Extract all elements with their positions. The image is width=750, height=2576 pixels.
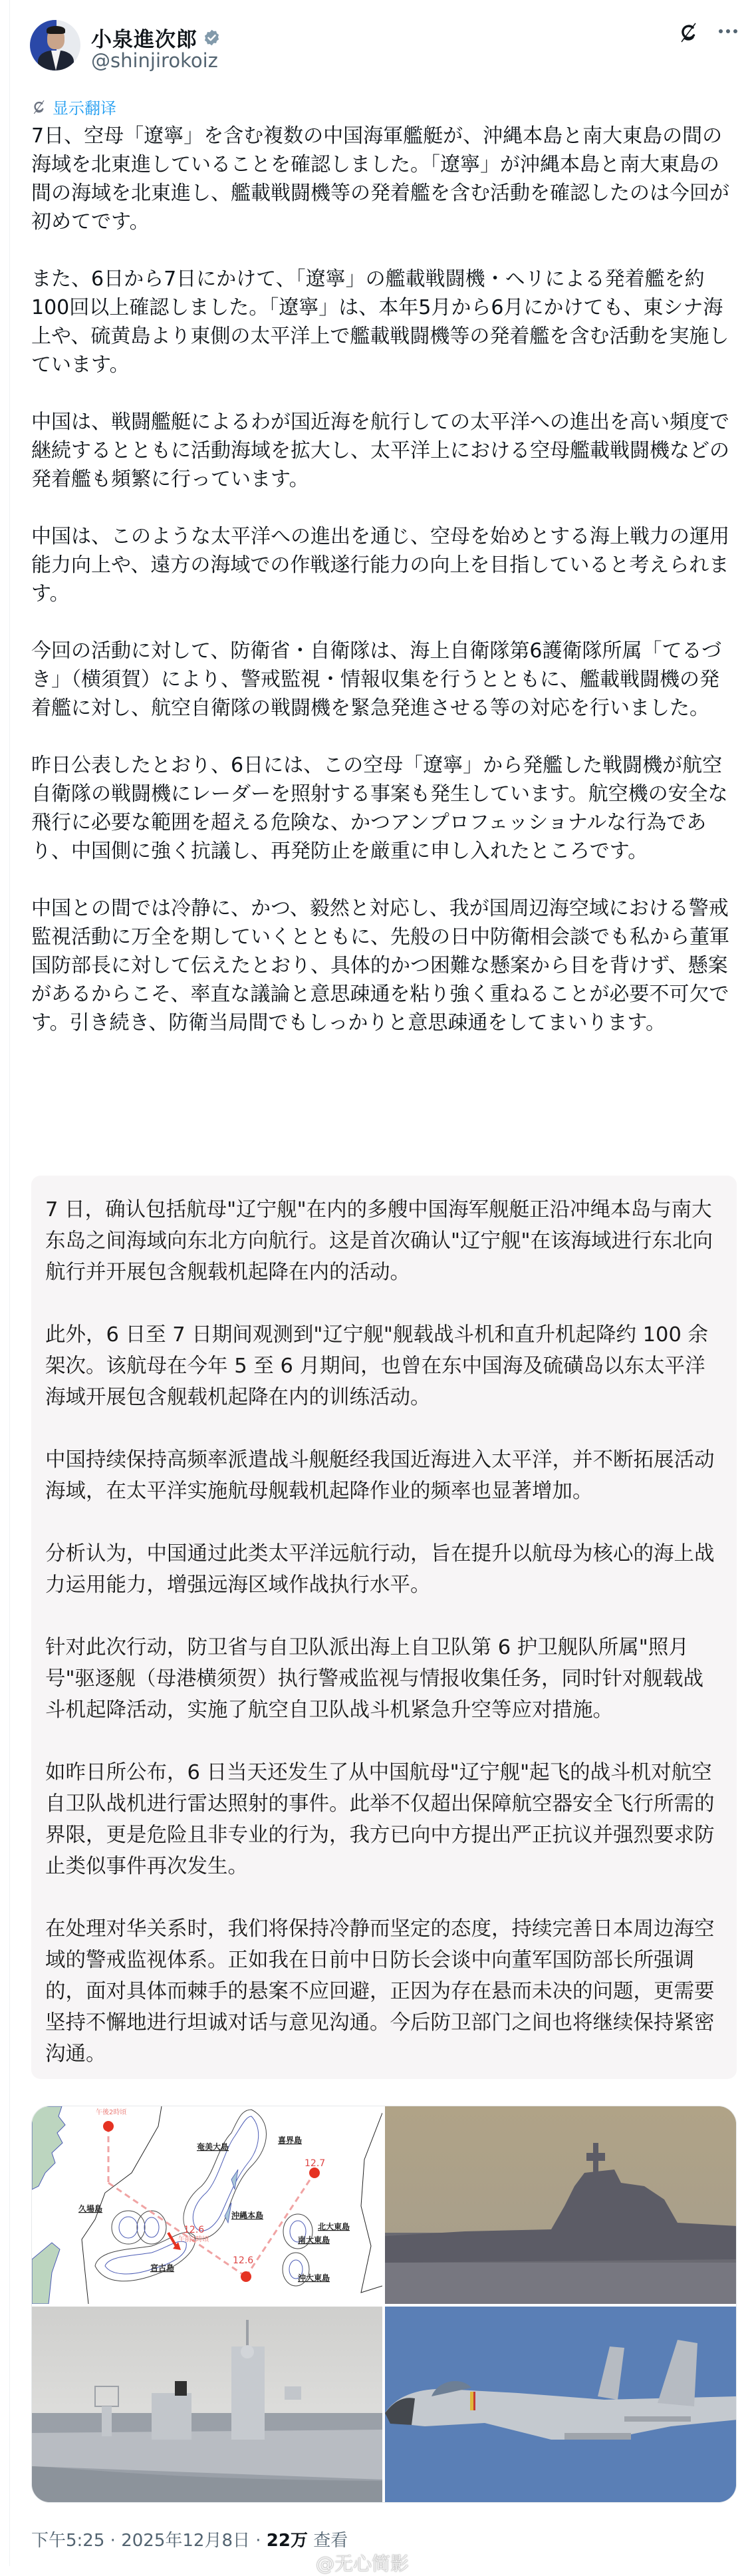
map-label-island: 久場島 <box>78 2204 103 2213</box>
map-label-date: 12.7 <box>305 2158 326 2169</box>
view-count: 22万 <box>266 2531 308 2551</box>
map-label-time-pm: 午後2時頃 <box>96 2109 127 2116</box>
more-horizontal-icon[interactable] <box>719 29 737 33</box>
translation-paragraph: 中国持续保持高频率派遣战斗舰艇经我国近海进入太平洋，并不断拓展活动海域，在太平洋实施航母舰载机起降作业的频率也显著增加。 <box>45 1448 715 1503</box>
author-handle[interactable]: @shinjirokoiz <box>91 49 218 72</box>
post-date[interactable]: 2025年12月8日 <box>121 2531 250 2551</box>
translation-block <box>31 1176 737 2079</box>
post-header <box>30 20 741 73</box>
timeline-border <box>9 0 10 2566</box>
post-paragraph: 中国との間では冷静に、かつ、毅然と対応し、我が国周辺海空域における警戒監視活動に万全を期していくとともに、先般の日中防衛相会談でも私から董軍国防部長に対して伝えたとおり、具体的かつ困難な懸案から目を背けず、懸案があるからこそ、率直な議論と意思疎通を粘り強く重ねることが必要不可欠です。引き続き、防衛当局間でもしっかりと意思疎通をしてまいります。 <box>31 897 729 1035</box>
map-label-island: 沖大東島 <box>298 2273 330 2283</box>
post-paragraph: 今回の活動に対して、防衛省・自衛隊は、海上自衛隊第6護衛隊所属「てるづき」（横須賀）により、警戒監視・情報収集を行うとともに、艦載戦闘機の発着艦に対し、航空自衛隊の戦闘機を緊急発進させる等の対応を行いました。 <box>31 639 722 720</box>
map-label-island: 宮古島 <box>150 2263 175 2273</box>
grok-icon[interactable] <box>678 21 700 44</box>
media-carrier-photo[interactable] <box>385 2106 737 2304</box>
map-label-island: 奄美大島 <box>197 2142 229 2152</box>
media-fighter-photo[interactable] <box>385 2307 737 2503</box>
translation-paragraph: 如昨日所公布，6 日当天还发生了从中国航母"辽宁舰"起飞的战斗机对航空自卫队战机进行雷达照射的事件。此举不仅超出保障航空器安全飞行所需的界限，更是危险且非专业的行为，我方已向中方提出严正抗议并强烈要求防止类似事件再次发生。 <box>45 1761 715 1878</box>
translation-paragraph: 针对此次行动，防卫省与自卫队派出海上自卫队第 6 护卫舰队所属"照月号"驱逐舰（母港横须贺）执行警戒监视与情报收集任务，同时针对舰载战斗机起降活动，实施了航空自卫队战斗机紧急升空等应对措施。 <box>45 1636 704 1722</box>
post-paragraph: 中国は、戦闘艦艇によるわが国近海を航行しての太平洋への進出を高い頻度で継続するとともに活動海域を拡大し、太平洋上における空母艦載戦闘機などの発着艦も頻繁に行っています。 <box>31 410 729 491</box>
post-metadata <box>31 2527 348 2551</box>
author-display-name[interactable]: 小泉進次郎 <box>91 28 197 52</box>
translation-paragraph: 此外，6 日至 7 日期间观测到"辽宁舰"舰载战斗机和直升机起降约 100 余架次。该航母在今年 5 至 6 月期间，也曾在东中国海及硫磺岛以东太平洋海域开展包含舰载机起降在内的训练活动。 <box>45 1323 709 1409</box>
media-grid <box>31 2106 737 2503</box>
post-paragraph: 中国は、このような太平洋への進出を通じ、空母を始めとする海上戦力の運用能力向上や、遠方の海域での作戦遂行能力の向上を目指していると考えられます。 <box>31 525 729 605</box>
map-label-island: 南大東島 <box>298 2235 330 2245</box>
view-label: 查看 <box>313 2531 348 2551</box>
post-text-original <box>31 122 736 1066</box>
map-label-island: 沖縄本島 <box>231 2211 264 2220</box>
map-label-time-am: 午前2時頃 <box>178 2236 209 2243</box>
map-label-island: 北大東島 <box>318 2222 350 2231</box>
watermark: @无心简影 <box>316 2553 410 2575</box>
map-label-date: 12.6 <box>233 2255 254 2266</box>
author-name-row[interactable] <box>91 23 221 53</box>
grok-translate-icon <box>31 99 47 115</box>
verified-badge-icon <box>203 29 221 47</box>
map-label-date: 12.6 <box>184 2225 205 2235</box>
translation-paragraph: 在处理对华关系时，我们将保持冷静而坚定的态度，持续完善日本周边海空域的警戒监视体系。正如我在日前中日防长会谈中向董军国防部长所强调的，面对具体而棘手的悬案不应回避，正因为存在悬而未决的问题，更需要坚持不懈地进行坦诚对话与意见沟通。今后防卫部门之间也将继续保持紧密沟通。 <box>45 1917 715 2066</box>
map-label-island: 喜界島 <box>278 2136 303 2145</box>
media-map-image[interactable] <box>32 2106 382 2304</box>
avatar[interactable] <box>30 20 80 71</box>
show-translation-link[interactable] <box>31 95 116 118</box>
post-paragraph: 7日、空母「遼寧」を含む複数の中国海軍艦艇が、沖縄本島と南大東島の間の海域を北東進していることを確認しました。「遼寧」が沖縄本島と南大東島の間の海域を北東進し、艦載戦闘機等の発着艦を含む活動を確認したのは今回が初めてです。 <box>31 124 729 234</box>
show-translation-label[interactable]: 显示翻译 <box>53 99 116 118</box>
separator: · <box>249 2531 267 2551</box>
translation-paragraph: 分析认为，中国通过此类太平洋远航行动，旨在提升以航母为核心的海上战力运用能力，增强远海区域作战执行水平。 <box>45 1542 715 1597</box>
post-paragraph: 昨日公表したとおり、6日には、この空母「遼寧」から発艦した戦闘機が航空自衛隊の戦闘機にレーダーを照射する事案も発生しています。航空機の安全な飛行に必要な範囲を超える危険な、かつアンプロフェッショナルな行為であり、中国側に強く抗議し、再発防止を厳重に申し入れたところです。 <box>31 754 728 863</box>
post-paragraph: また、6日から7日にかけて、「遼寧」の艦載戦闘機・ヘリによる発着艦を約100回以上確認しました。「遼寧」は、本年5月から6月にかけても、東シナ海上や、硫黄島より東側の太平洋上で艦載戦闘機等の発着艦を含む活動を実施しています。 <box>31 267 729 377</box>
translation-paragraph: 7 日，确认包括航母"辽宁舰"在内的多艘中国海军舰艇正沿冲绳本岛与南大东岛之间海域向东北方向航行。这是首次确认"辽宁舰"在该海域进行东北向航行并开展包含舰载机起降在内的活动。 <box>45 1198 713 1284</box>
separator: · <box>104 2531 122 2551</box>
media-destroyer-photo[interactable] <box>32 2307 382 2503</box>
post-time[interactable]: 下午5:25 <box>31 2531 105 2551</box>
